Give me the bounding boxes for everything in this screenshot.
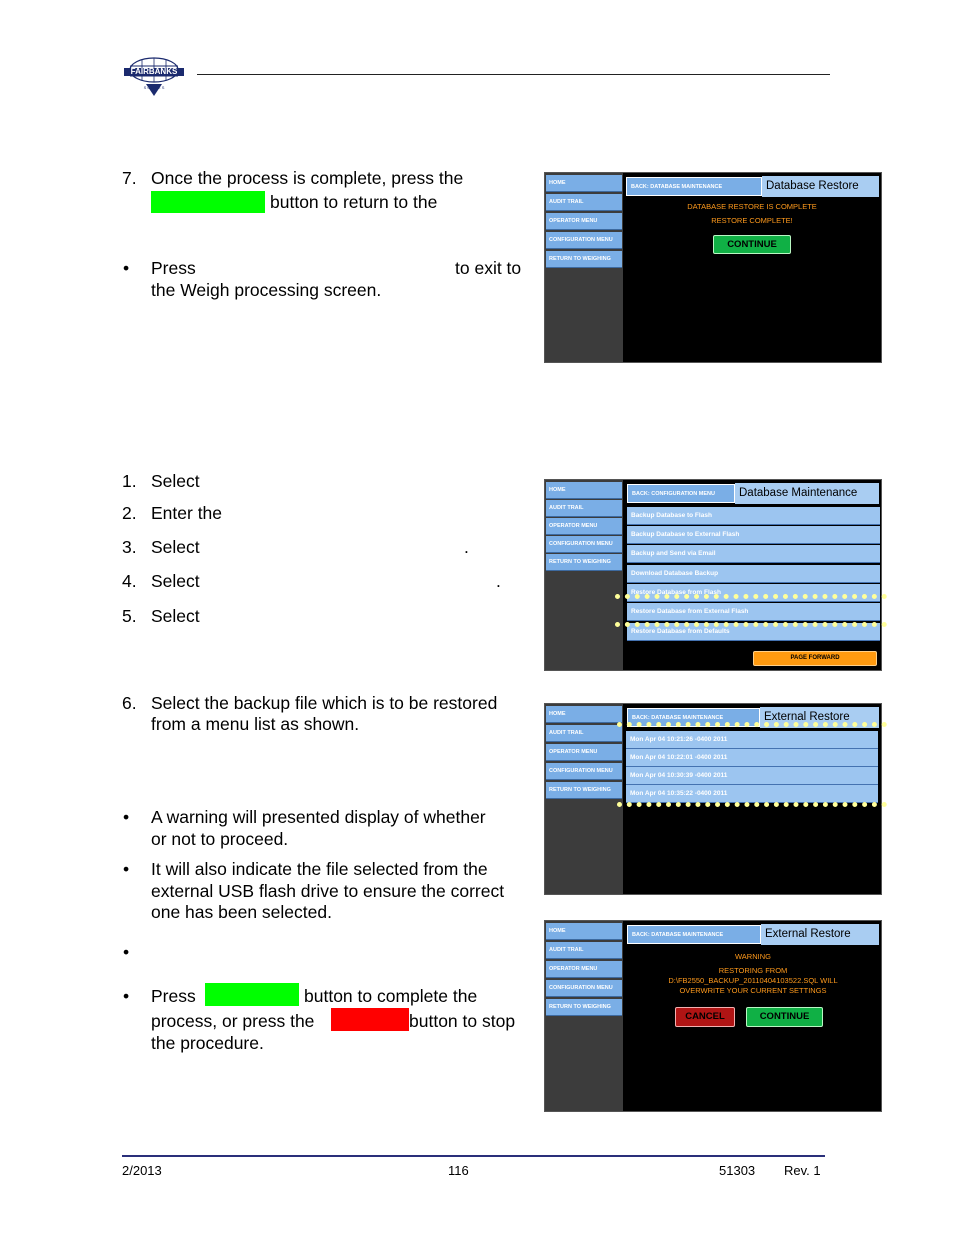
step-1-number: 1. <box>122 471 137 491</box>
menu-item-backup-external-flash[interactable]: Backup Database to External Flash <box>627 526 880 544</box>
database-maintenance-screen <box>544 479 882 671</box>
bullet-exit: to exit to <box>455 258 522 278</box>
step-3-tail: . <box>464 537 469 557</box>
press-complete-text: button to complete the <box>304 986 478 1006</box>
warning-line-2: D:\FB2550_BACKUP_20110404103522.SQL WILL <box>668 976 838 985</box>
sidebar-item-configuration-menu[interactable]: CONFIGURATION MENU <box>546 536 622 553</box>
sidebar-item-audit-trail[interactable]: AUDIT TRAIL <box>546 194 622 211</box>
page-forward-button[interactable]: PAGE FORWARD <box>753 651 877 666</box>
press-line-2b: button to stop <box>409 1011 516 1031</box>
sidebar-item-operator-menu[interactable]: OPERATOR MENU <box>546 213 622 230</box>
step-5-number: 5. <box>122 606 137 626</box>
header-rule <box>197 74 830 75</box>
sidebar-item-audit-trail[interactable]: AUDIT TRAIL <box>546 725 622 742</box>
press-line-2a: process, or press the <box>151 1011 315 1031</box>
sidebar-item-operator-menu[interactable]: OPERATOR MENU <box>546 518 622 535</box>
selection-dots-top <box>615 594 887 599</box>
step-4-number: 4. <box>122 571 137 591</box>
sidebar-item-home[interactable]: HOME <box>546 923 622 940</box>
sidebar-item-operator-menu[interactable]: OPERATOR MENU <box>546 744 622 761</box>
external-restore-list-screen <box>544 703 882 895</box>
screen-title: External Restore <box>760 707 879 728</box>
sidebar-item-home[interactable]: HOME <box>546 706 622 723</box>
warning-line-3: OVERWRITE YOUR CURRENT SETTINGS <box>679 986 827 995</box>
press-line-3: the procedure. <box>151 1033 264 1053</box>
sidebar-item-audit-trail[interactable]: AUDIT TRAIL <box>546 942 622 959</box>
sidebar-item-configuration-menu[interactable]: CONFIGURATION MENU <box>546 232 622 249</box>
step-6-number: 6. <box>122 693 137 713</box>
bullet-dot: • <box>123 942 130 962</box>
bullet-dot: • <box>123 859 130 879</box>
sidebar-item-return-to-weighing[interactable]: RETURN TO WEIGHING <box>546 999 622 1016</box>
menu-item-restore-defaults[interactable]: Restore Database from Defaults <box>627 623 880 641</box>
step-2-text: Enter the <box>151 503 223 523</box>
cancel-button[interactable]: CANCEL <box>675 1007 735 1027</box>
step-6-line-2: from a menu list as shown. <box>151 714 360 734</box>
step-7-line-2: button to return to the <box>270 192 438 212</box>
restore-complete-status: RESTORE COMPLETE! <box>711 216 793 225</box>
menu-item-backup-flash[interactable]: Backup Database to Flash <box>627 507 880 525</box>
logo-subtext: S C A L E S <box>143 85 165 90</box>
sidebar-item-home[interactable]: HOME <box>546 175 622 192</box>
sidebar-item-return-to-weighing[interactable]: RETURN TO WEIGHING <box>546 782 622 799</box>
bullet-dot: • <box>123 986 130 1006</box>
screen-title: External Restore <box>761 924 879 945</box>
step-7-number: 7. <box>122 168 137 188</box>
press-text: Press <box>151 986 196 1006</box>
backup-file-3[interactable]: Mon Apr 04 10:30:39 -0400 2011 <box>626 767 878 785</box>
step-4-text: Select <box>151 571 200 591</box>
continue-button[interactable]: CONTINUE <box>713 235 791 254</box>
restore-complete-message: DATABASE RESTORE IS COMPLETE <box>687 202 817 211</box>
footer-page-number: 116 <box>448 1163 469 1178</box>
backup-file-1[interactable]: Mon Apr 04 10:21:26 -0400 2011 <box>626 731 878 749</box>
screen-title: Database Maintenance <box>735 483 879 504</box>
footer-date: 2/2013 <box>122 1163 162 1178</box>
bullet-dot: • <box>123 807 130 827</box>
selection-dots-bottom <box>615 622 887 627</box>
sidebar-item-operator-menu[interactable]: OPERATOR MENU <box>546 961 622 978</box>
database-restore-screen <box>544 172 882 363</box>
step-3-number: 3. <box>122 537 137 557</box>
back-button[interactable]: BACK: DATABASE MAINTENANCE <box>626 177 762 196</box>
warning-heading: WARNING <box>735 952 771 961</box>
warning-bullet-line-2: or not to proceed. <box>151 829 289 849</box>
external-restore-warning-screen <box>544 920 882 1112</box>
bullet-press: Press <box>151 258 196 278</box>
back-button[interactable]: BACK: DATABASE MAINTENANCE <box>627 708 760 727</box>
sidebar-item-configuration-menu[interactable]: CONFIGURATION MENU <box>546 763 622 780</box>
selection-dots-bottom <box>617 802 887 807</box>
sidebar-item-home[interactable]: HOME <box>546 482 622 499</box>
step-1-text: Select <box>151 471 200 491</box>
file-bullet-line-2: external USB flash drive to ensure the correct <box>151 881 505 901</box>
logo-emblem-icon <box>124 56 184 98</box>
continue-button[interactable]: CONTINUE <box>746 1007 823 1027</box>
menu-item-download-backup[interactable]: Download Database Backup <box>627 565 880 583</box>
continue-highlight <box>205 983 299 1006</box>
file-bullet-line-1: It will also indicate the file selected from the <box>151 859 488 879</box>
footer-doc-number: 51303 <box>719 1163 756 1178</box>
menu-item-backup-email[interactable]: Backup and Send via Email <box>627 545 880 563</box>
logo-text: FAIRBANKS <box>130 67 178 76</box>
menu-item-restore-external-flash[interactable]: Restore Database from External Flash <box>627 603 880 621</box>
continue-highlight <box>151 191 265 213</box>
step-5-text: Select <box>151 606 200 626</box>
fairbanks-logo <box>124 56 184 98</box>
bullet-line-2: the Weigh processing screen. <box>151 280 382 300</box>
backup-file-2[interactable]: Mon Apr 04 10:22:01 -0400 2011 <box>626 749 878 767</box>
back-button[interactable]: BACK: CONFIGURATION MENU <box>627 484 735 503</box>
sidebar-item-configuration-menu[interactable]: CONFIGURATION MENU <box>546 980 622 997</box>
step-2-number: 2. <box>122 503 137 523</box>
step-4-tail: . <box>496 571 501 591</box>
footer-revision: Rev. 1 <box>784 1163 821 1178</box>
menu-item-restore-flash[interactable]: Restore Database from Flash <box>627 584 880 602</box>
footer-rule <box>122 1155 825 1157</box>
sidebar-item-return-to-weighing[interactable]: RETURN TO WEIGHING <box>546 554 622 571</box>
screen-title: Database Restore <box>762 176 879 197</box>
backup-file-4[interactable]: Mon Apr 04 10:35:22 -0400 2011 <box>626 785 878 803</box>
step-3-text: Select <box>151 537 200 557</box>
back-button[interactable]: BACK: DATABASE MAINTENANCE <box>627 925 761 944</box>
cancel-highlight <box>331 1008 409 1031</box>
sidebar-item-return-to-weighing[interactable]: RETURN TO WEIGHING <box>546 251 622 268</box>
bullet-dot: • <box>123 258 130 278</box>
file-bullet-line-3: one has been selected. <box>151 902 332 922</box>
sidebar-item-audit-trail[interactable]: AUDIT TRAIL <box>546 500 622 517</box>
warning-bullet-line-1: A warning will presented display of whether <box>151 807 486 827</box>
step-7-line-1: Once the process is complete, press the <box>151 168 464 188</box>
step-6-line-1: Select the backup file which is to be restored <box>151 693 498 713</box>
selection-dots-top <box>617 722 887 727</box>
warning-line-1: RESTORING FROM <box>718 966 788 975</box>
